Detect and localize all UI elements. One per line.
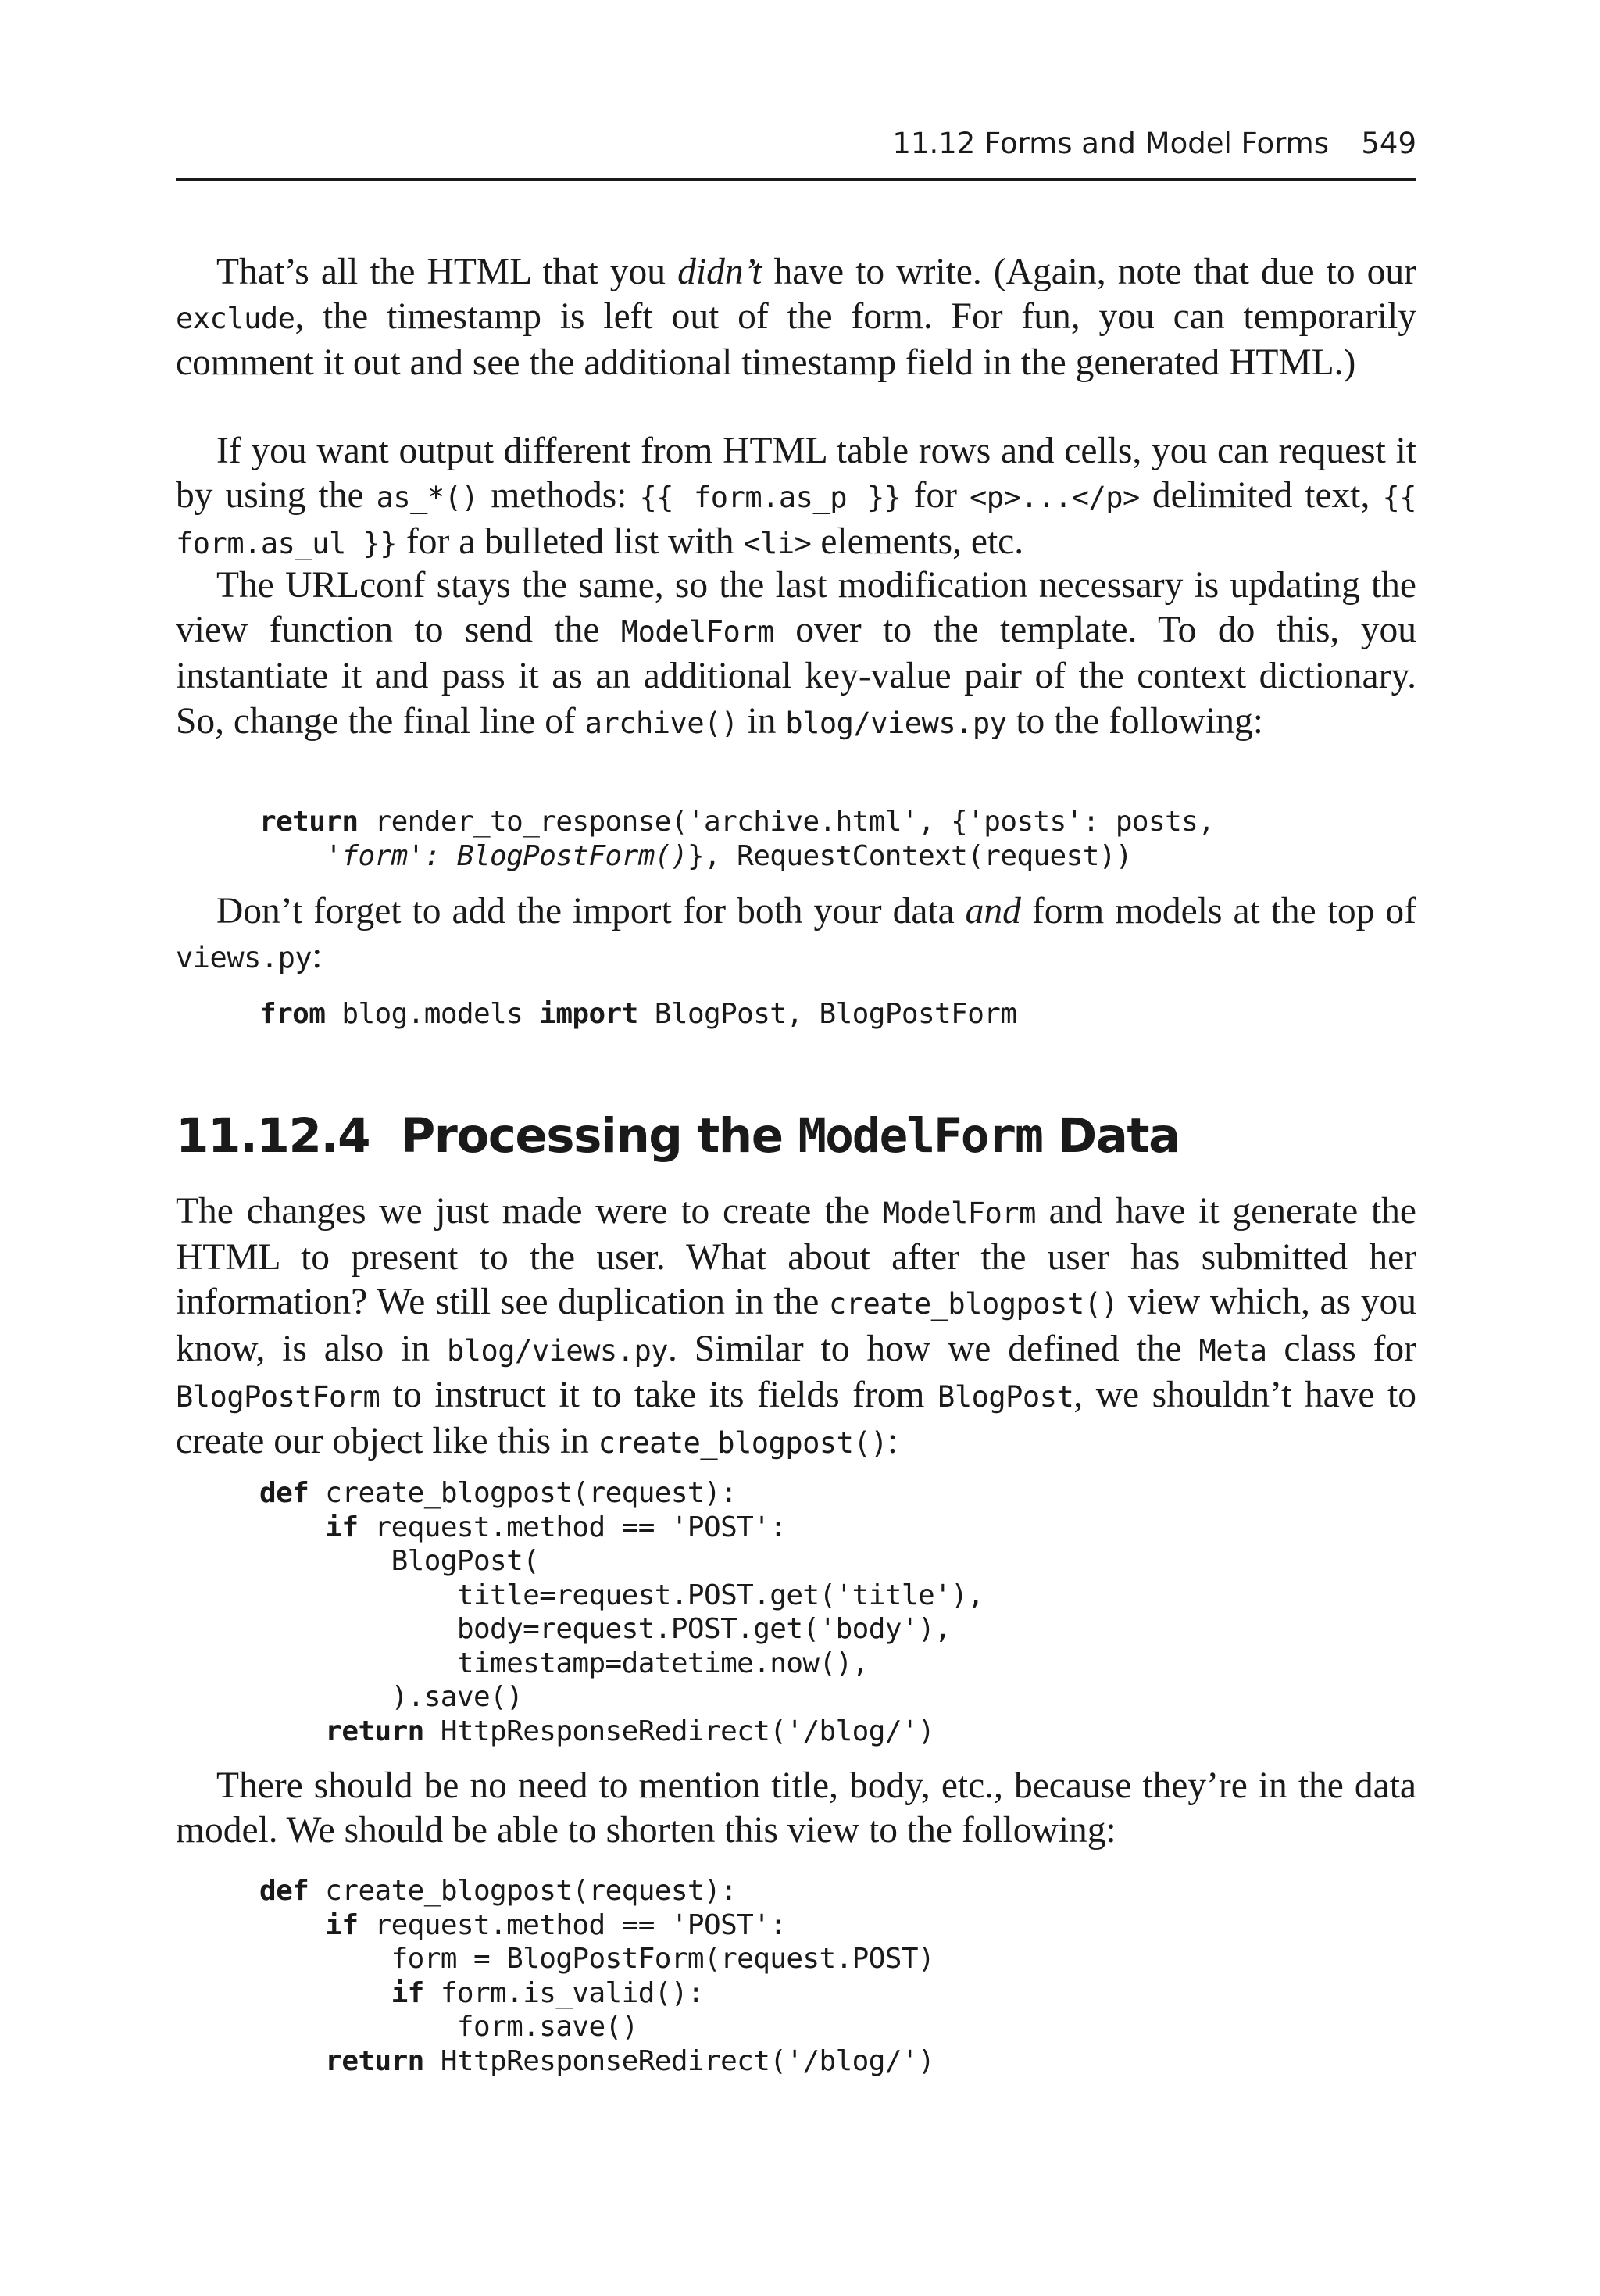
paragraph-import-reminder: Don’t forget to add the import for both your data and form models at the top of views.py: <box>176 891 1416 977</box>
running-header <box>176 122 1416 181</box>
code-block-render-to-response: return render_to_response('archive.html', {'posts': posts, 'form': BlogPostForm()}, RequestContext(request)) <box>259 806 1215 872</box>
code-block-import: from blog.models import BlogPost, BlogPostForm <box>259 998 1017 1030</box>
paragraph-processing-modelform: The changes we just made were to create the ModelForm and have it generate the HTML to present to the user. What about after the user has submitted her information? We still see duplication in the create_blogpost() view which, as you know, is also in blog/views.py. Similar to how we defined the Meta class for BlogPostForm to instruct it to take its fields from BlogPost, we shouldn’t have to create our object like this in create_blogpost(): <box>176 1191 1417 1462</box>
paragraph-urlconf: The URLconf stays the same, so the last modification necessary is updating the view function to send the ModelForm over to the template. To do this, you instantiate it and pass it as an additional key-value pair of the context dictionary. So, change the final line of archive() in blog/views.py to the following: <box>176 565 1416 742</box>
code-block-create-blogpost-original: def create_blogpost(request): if request.method == 'POST': BlogPost( title=request.POST.get('title'), body=request.POST.get('body'), timestamp=datetime.now(), ).save() return HttpResponseRedirect('/blog/') <box>259 1477 984 1747</box>
section-heading: 11.12.4 Processing the ModelForm Data <box>176 1108 1180 1164</box>
paragraph-as-methods: If you want output different from HTML table rows and cells, you can request it by using the as_*() methods: {{ form.as_p }} for <p>...</p> delimited text, {{ form.as_ul }} for a bulleted list with <li> elements, etc. <box>176 431 1416 563</box>
paragraph-html-not-written: That’s all the HTML that you didn’t have to write. (Again, note that due to our exclude, the timestamp is left out of the form. For fun, you can temporarily comment it out and see the additional timestamp field in the generated HTML.) <box>176 252 1416 384</box>
code-block-create-blogpost-modelform: def create_blogpost(request): if request.method == 'POST': form = BlogPostForm(request.POST) if form.is_valid(): form.save() return HttpResponseRedirect('/blog/') <box>259 1875 935 2077</box>
running-header-section: 11.12 Forms and Model Forms <box>892 127 1329 160</box>
paragraph-shorten-view: There should be no need to mention title, body, etc., because they’re in the data model. We should be able to shorten this view to the following: <box>176 1765 1416 1851</box>
page-number: 549 <box>1361 127 1416 160</box>
